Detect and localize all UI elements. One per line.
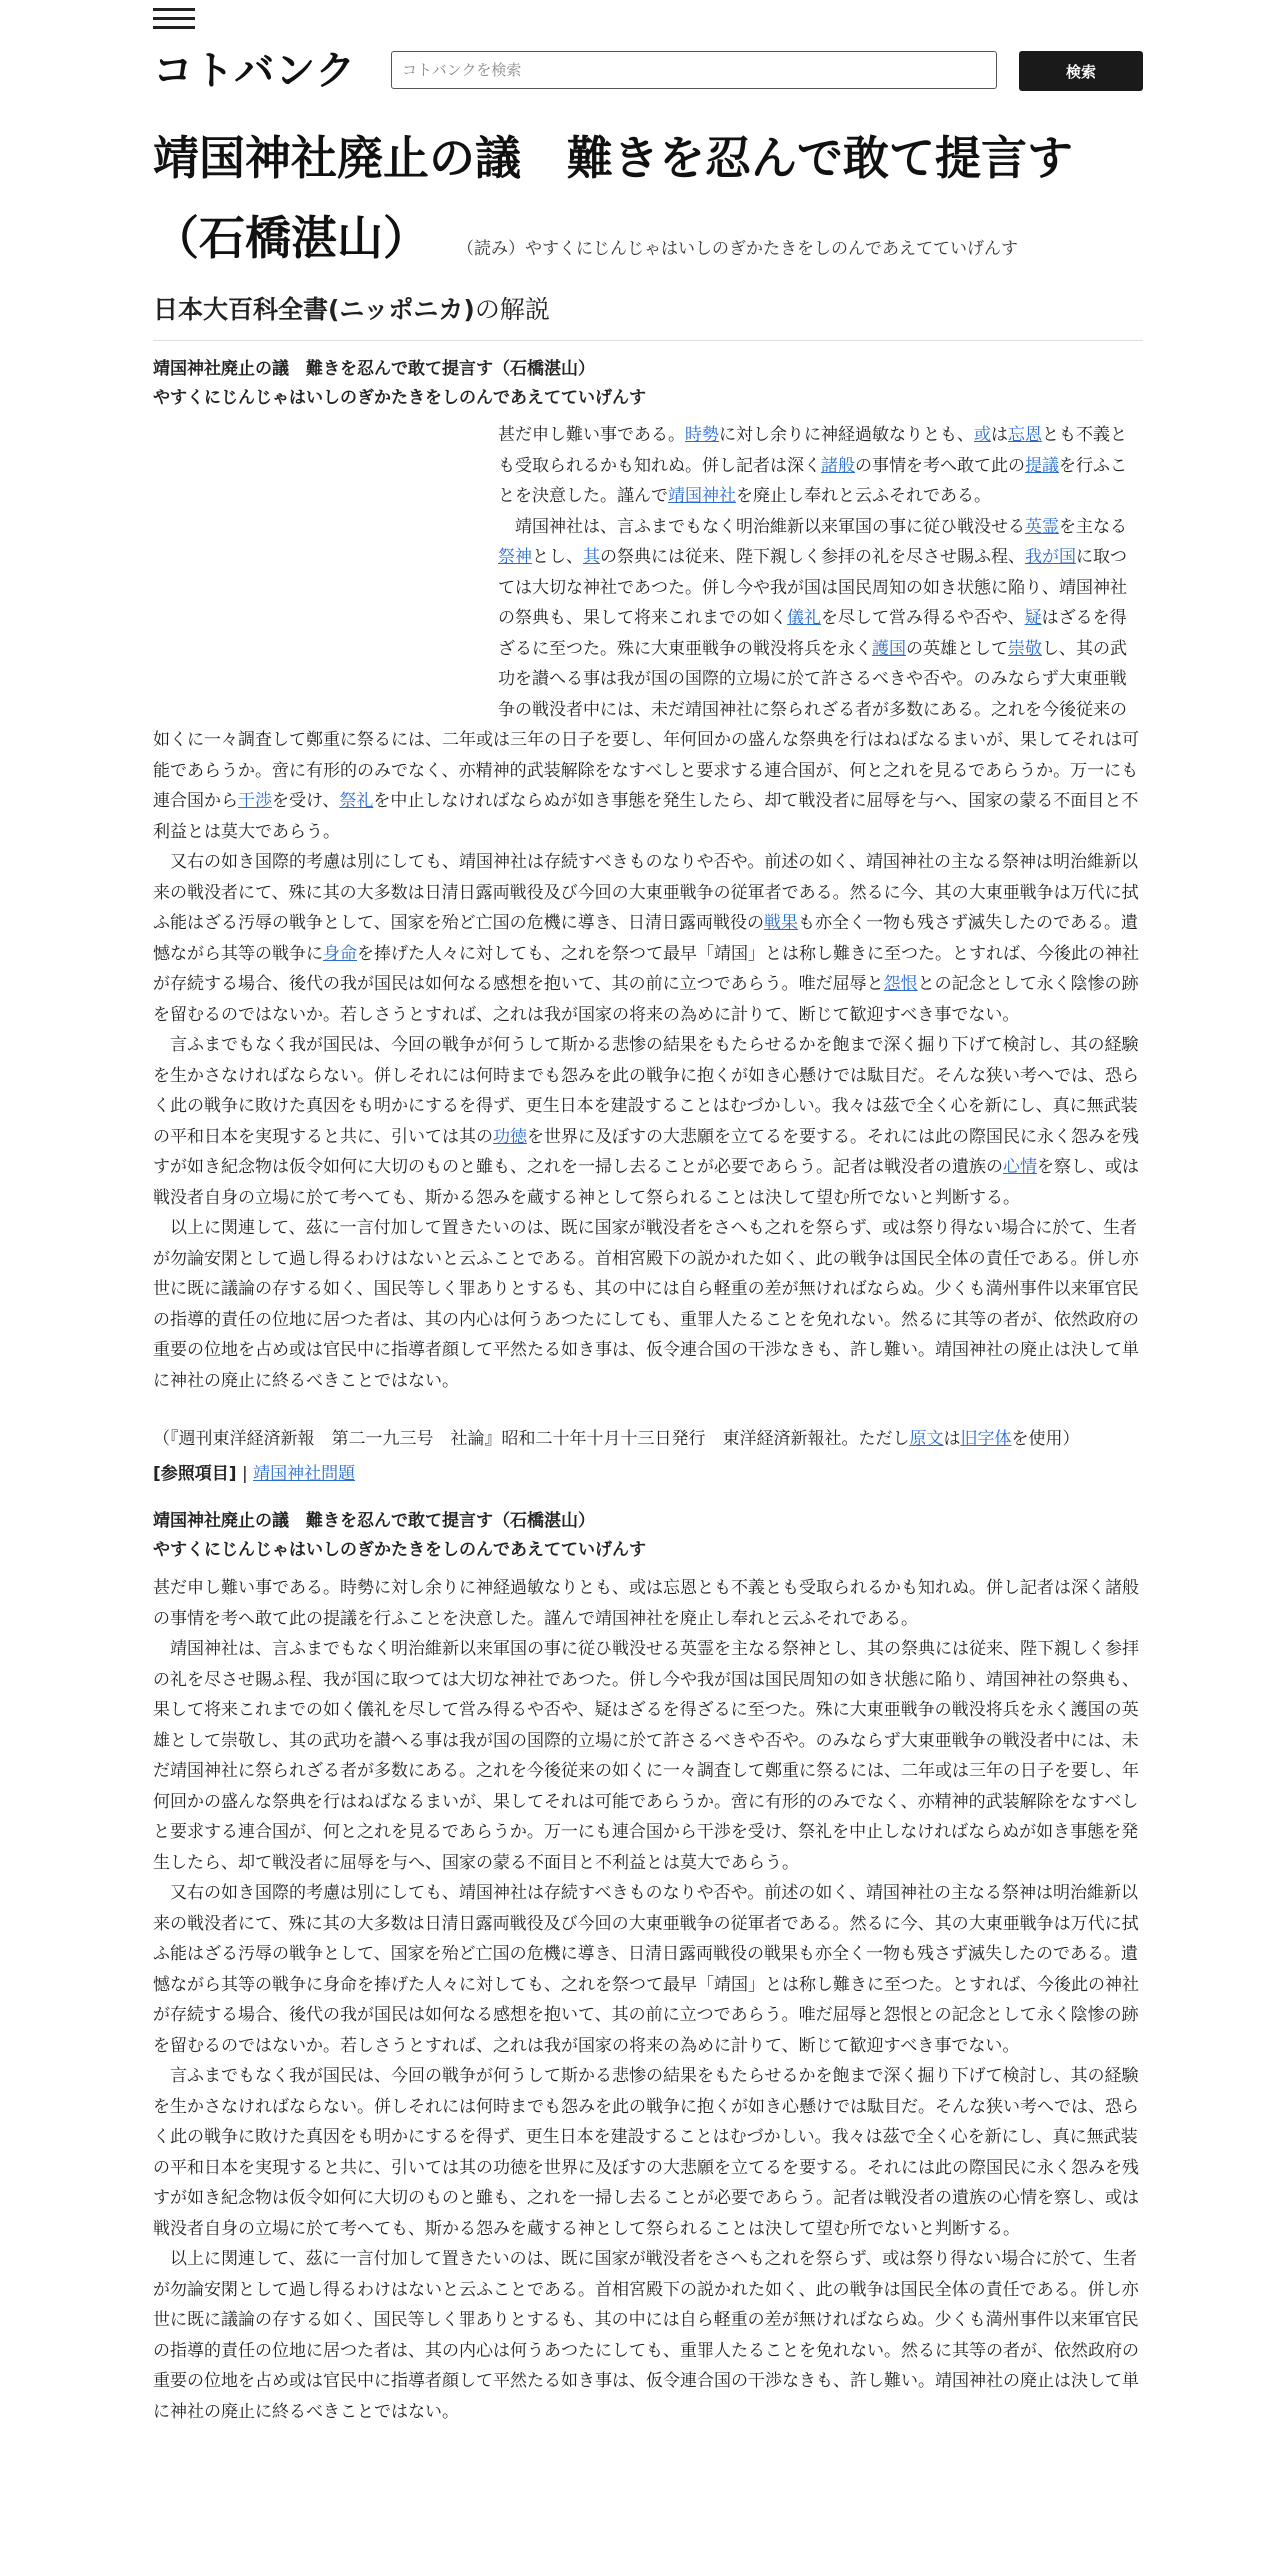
dictionary-name: 日本大百科全書(ニッポニカ) — [153, 295, 475, 324]
entry2-paragraph-1: 甚だ申し難い事である。時勢に対し余りに神経過敏なりとも、或は忘恩とも不義とも受取られるかも知れぬ。併し記者は深く諸般の事情を考へ敢て此の提議を行ふことを決意した。謹んで靖国神社を廃止し奉れと云ふそれである。 — [153, 1578, 1139, 1629]
entry-headword-reading: やすくにじんじゃはいしのぎかたきをしのんであえてていげんす — [153, 388, 646, 408]
link-sono[interactable]: 其 — [583, 547, 600, 567]
entry-paragraph-1: 甚だ申し難い事である。時勢に対し余りに神経過敏なりとも、或は忘恩とも不義とも受取られるかも知れぬ。併し記者は深く諸般の事情を考へ敢て此の提議を行ふことを決意した。謹んで靖国神社を廃止し奉れと云ふそれである。 — [498, 425, 1127, 506]
entry2-paragraph-3: 又右の如き国際的考慮は別にしても、靖国神社は存続すべきものなりや否や。前述の如く、靖国神社の主なる祭神は明治維新以来の戦没者にて、殊に其の大多数は日清日露両戦役及び今回の大東亜戦争の従軍者である。然るに今、其の大東亜戦争は万代に拭ふ能はざる汚辱の戦争として、国家を殆ど亡国の危機に導き、日清日露両戦役の戦果も亦全く一物も残さず滅失したのである。遺憾ながら其等の戦争に身命を捧げた人々に対しても、之れを祭つて最早「靖国」とは称し難きに至つた。とすれば、今後此の神社が存続する場合、後代の我が国民は如何なる感想を抱いて、其の前に立つであらう。唯だ屈辱と怨恨との記念として永く陰惨の跡を留むるのではないか。若しさうとすれば、之れは我が国家の将来の為めに計りて、断じて歓迎すべき事でない。 — [153, 1883, 1139, 2056]
link-kansho[interactable]: 干渉 — [238, 791, 272, 811]
link-genbun[interactable]: 原文 — [909, 1429, 944, 1449]
search-button[interactable]: 検索 — [1019, 51, 1143, 91]
page-title — [153, 118, 1143, 278]
entry2-paragraph-2: 靖国神社は、言ふまでもなく明治維新以来軍国の事に従ひ戦没せる英霊を主なる祭神とし、其の祭典には従来、陛下親しく参拝の礼を尽させ賜ふ程、我が国に取つては大切な神社であつた。併し今や我が国は国民周知の如き状態に陥り、靖国神社の祭典も、果して将来これまでの如く儀礼を尽して営み得るや否や、疑はざるを得ざるに至つた。殊に大東亜戦争の戦没将兵を永く護国の英雄として崇敬し、其の武功を讃へる事は我が国の国際的立場に於て許さるべきや否や。のみならず大東亜戦争の戦没者中には、未だ靖国神社に祭られざる者が多数にある。之れを今後従来の如くに一々調査して鄭重に祭るには、二年或は三年の日子を要し、年何回かの盛んな祭典を行はねばなるまいが、果してそれは可能であらうか。啻に有形的のみでなく、亦精神的武装解除をなすべしと要求する連合国が、何と之れを見るであらうか。万一にも連合国から干渉を受け、祭礼を中止しなければならぬが如き事態を発生したら、却て戦没者に屈辱を与へ、国家の蒙る不面目と不利益とは莫大であらう。 — [153, 1639, 1139, 1873]
entry-paragraph-3: 又右の如き国際的考慮は別にしても、靖国神社は存続すべきものなりや否や。前述の如く、靖国神社の主なる祭神は明治維新以来の戦没者にて、殊に其の大多数は日清日露両戦役及び今回の大東亜戦争の従軍者である。然るに今、其の大東亜戦争は万代に拭ふ能はざる汚辱の戦争として、国家を殆ど亡国の危機に導き、日清日露両戦役の戦果も亦全く一物も残さず滅失したのである。遺憾ながら其等の戦争に身命を捧げた人々に対しても、之れを祭つて最早「靖国」とは称し難きに至つた。とすれば、今後此の神社が存続する場合、後代の我が国民は如何なる感想を抱いて、其の前に立つであらう。唯だ屈辱と怨恨との記念として永く陰惨の跡を留むるのではないか。若しさうとすれば、之れは我が国家の将来の為めに計りて、断じて歓迎すべき事でない。 — [153, 852, 1139, 1025]
reference-items: [参照項目] | 靖国神社問題 — [153, 1463, 356, 1484]
hamburger-menu-icon[interactable] — [153, 8, 195, 34]
link-kyujitai[interactable]: 旧字体 — [960, 1429, 1012, 1449]
title-main: 靖国神社廃止の議 難きを忍んで敢て提言す — [153, 131, 1073, 185]
link-yasukuni-jinja[interactable]: 靖国神社 — [668, 486, 736, 506]
title-paren: （石橋湛山） — [153, 211, 429, 265]
dictionary-suffix: の解説 — [474, 295, 550, 324]
entry2-paragraph-5: 以上に関連して、茲に一言付加して置きたいのは、既に国家が戦没者をさへも之れを祭らず、或は祭り得ない場合に於て、生者が勿論安閑として過し得るわけはないと云ふことである。首相宮殿下の説かれた如く、此の戦争は国民全体の責任である。併し亦世に既に議論の存する如く、国民等しく罪ありとするも、其の中には自ら軽重の差が無ければならぬ。少くも満州事件以来軍官民の指導的責任の位地に居つた者は、其の内心は何うあつたにしても、重罪人たることを免れない。然るに其等の者が、依然政府の重要の位地を占め或は官民中に指導者顔して平然たる如き事は、仮令連合国の干渉なきも、許し難い。靖国神社の廃止は決して単に神社の廃止に終るべきことではない。 — [153, 2249, 1139, 2422]
link-jisei[interactable]: 時勢 — [685, 425, 719, 445]
link-shinmei[interactable]: 身命 — [323, 943, 357, 964]
link-sairei[interactable]: 祭礼 — [339, 791, 374, 811]
reference-label: [参照項目] — [153, 1463, 237, 1484]
link-shinjo[interactable]: 心情 — [1003, 1157, 1037, 1177]
link-teigi[interactable]: 提議 — [1025, 455, 1059, 476]
dictionary-heading — [153, 290, 1143, 341]
link-senka[interactable]: 戦果 — [763, 913, 798, 933]
entry-paragraph-2: 靖国神社は、言ふまでもなく明治維新以来軍国の事に従ひ戦没せる英霊を主なる祭神とし、其の祭典には従来、陛下親しく参拝の礼を尽させ賜ふ程、我が国に取つては大切な神社であつた。併し今や我が国は国民周知の如き状態に陥り、靖国神社の祭典も、果して将来これまでの如く儀礼を尽して営み得るや否や、疑はざるを得ざるに至つた。殊に大東亜戦争の戦没将兵を永く護国の英雄として崇敬し、其の武功を讃へる事は我が国の国際的立場に於て許さるべきや否や。のみならず大東亜戦争の戦没者中には、未だ靖国神社に祭られざる者が多数にある。之れを今後従来の如くに一々調査して鄭重に祭るには、二年或は三年の日子を要し、年何回かの盛んな祭典を行はねばなるまいが、果してそれは可能であらうか。啻に有形的のみでなく、亦精神的武装解除をなすべしと要求する連合国が、何と之れを見るであらうか。万一にも連合国から干渉を受け、祭礼を中止しなければならぬが如き事態を発生したら、却て戦没者に屈辱を与へ、国家の蒙る不面目と不利益とは莫大であらう。 — [153, 516, 1139, 842]
search-input[interactable] — [391, 51, 997, 89]
link-wagakuni[interactable]: 我が国 — [1025, 547, 1076, 567]
link-aruiha[interactable]: 或 — [974, 425, 991, 445]
entry-paragraph-5: 以上に関連して、茲に一言付加して置きたいのは、既に国家が戦没者をさへも之れを祭らず、或は祭り得ない場合に於て、生者が勿論安閑として過し得るわけはないと云ふことである。首相宮殿下の説かれた如く、此の戦争は国民全体の責任である。併し亦世に既に議論の存する如く、国民等しく罪ありとするも、其の中には自ら軽重の差が無ければならぬ。少くも満州事件以来軍官民の指導的責任の位地に居つた者は、其の内心は何うあつたにしても、重罪人たることを免れない。然るに其等の者が、依然政府の重要の位地を占め或は官民中に指導者顔して平然たる如き事は、仮令連合国の干渉なきも、許し難い。靖国神社の廃止は決して単に神社の廃止に終るべきことではない。 — [153, 1218, 1139, 1391]
link-enkon[interactable]: 怨恨 — [883, 974, 918, 994]
source-citation: （『週刊東洋経済新報 第二一九三号 社論』昭和二十年十月十三日発行 東洋経済新報社。ただし原文は旧字体を使用） — [153, 1429, 1080, 1449]
link-girei[interactable]: 儀礼 — [787, 608, 821, 628]
site-header — [153, 48, 1143, 94]
entry-paragraph-4: 言ふまでもなく我が国民は、今回の戦争が何うして斯かる悲惨の結果をもたらせるかを飽まで深く掘り下げて検討し、其の経験を生かさなければならない。併しそれには何時までも怨みを此の戦争に抱くが如き心懸けでは駄目だ。そんな狭い考へでは、恐らく此の戦争に敗けた真因をも明かにするを得ず、更生日本を建設することはむづかしい。我々は茲で全く心を新にし、真に無武装の平和日本を実現すると共に、引いては其の功徳を世界に及ぼすの大悲願を立てるを要する。それには此の際国民に永く怨みを残すが如き紀念物は仮令如何に大切のものと雖も、之れを一掃し去ることが必要であらう。記者は戦没者の遺族の心情を察し、或は戦没者自身の立場に於て考へても、斯かる怨みを蔵する神として祭られることは決して望む所でないと判断する。 — [153, 1035, 1139, 1208]
link-kudoku[interactable]: 功徳 — [493, 1126, 527, 1147]
link-shohan[interactable]: 諸般 — [821, 455, 855, 476]
entry2-headword-reading: やすくにじんじゃはいしのぎかたきをしのんであえてていげんす — [153, 1540, 646, 1560]
article-body — [153, 355, 1143, 2427]
entry2-paragraph-4: 言ふまでもなく我が国民は、今回の戦争が何うして斯かる悲惨の結果をもたらせるかを飽まで深く掘り下げて検討し、其の経験を生かさなければならない。併しそれには何時までも怨みを此の戦争に抱くが如き心懸けでは駄目だ。そんな狭い考へでは、恐らく此の戦争に敗けた真因をも明かにするを得ず、更生日本を建設することはむづかしい。我々は茲で全く心を新にし、真に無武装の平和日本を実現すると共に、引いては其の功徳を世界に及ぼすの大悲願を立てるを要する。それには此の際国民に永く怨みを残すが如き紀念物は仮令如何に大切のものと雖も、之れを一掃し去ることが必要であらう。記者は戦没者の遺族の心情を察し、或は戦没者自身の立場に於て考へても、斯かる怨みを蔵する神として祭られることは決して望む所でないと判断する。 — [153, 2066, 1139, 2239]
title-reading: （読み）やすくにじんじゃはいしのぎかたきをしのんであえてていげんす — [457, 239, 1018, 259]
link-saijin[interactable]: 祭神 — [498, 547, 532, 567]
link-utagau[interactable]: 疑 — [1024, 608, 1042, 628]
ad-space — [153, 420, 498, 720]
link-boon[interactable]: 忘恩 — [1008, 425, 1042, 445]
entry2-headword: 靖国神社廃止の議 難きを忍んで敢て提言す（石橋湛山） — [153, 1511, 595, 1531]
link-gokoku[interactable]: 護国 — [872, 638, 906, 659]
entry-headword: 靖国神社廃止の議 難きを忍んで敢て提言す（石橋湛山） — [153, 359, 595, 379]
link-eirei[interactable]: 英霊 — [1025, 516, 1059, 537]
link-sukei[interactable]: 崇敬 — [1008, 638, 1042, 659]
site-logo[interactable]: コトバンク — [153, 48, 357, 94]
link-yasukuni-mondai[interactable]: 靖国神社問題 — [253, 1463, 356, 1484]
